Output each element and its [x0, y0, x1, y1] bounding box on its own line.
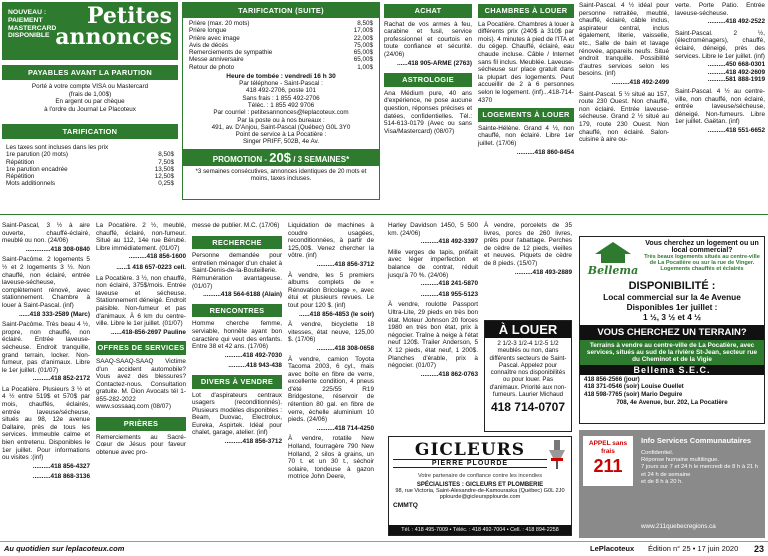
logement-phone: ..........418 860-8454 [516, 148, 574, 156]
payment-lines: Porté à votre compte VISA ou Mastercard (frais de 1,00$) En argent ou par chèque à l'ordre du Journal Le Placoteux [31, 83, 149, 113]
contact-line: Par la poste ou à nos bureaux : [237, 116, 325, 124]
ad-text: Saint-Pascal. 4 ½ au centre-ville, non chauffé, non éclairé, entrée laveuse/sécheuse, déneigé. Non-fumeurs. Libre 1er juillet. Gaëtan. (inf) [675, 87, 765, 126]
a-louer-title: À LOUER [485, 321, 571, 338]
contact-info [183, 80, 379, 146]
spacer [96, 457, 186, 460]
ad-phone: ..........418 492-7030 [224, 351, 282, 359]
page-number: 23 [753, 544, 764, 554]
tarif-price: 0,25$ [158, 180, 174, 188]
column-5 [388, 222, 478, 378]
gicleurs-title: GICLEURS [414, 440, 526, 460]
section-heading: OFFRES DE SERVICES [96, 341, 186, 355]
tarif-price: 8,50$ [158, 151, 174, 159]
tarif-label: Retour de photo [189, 63, 235, 71]
tarif-price: 7,50$ [158, 158, 174, 166]
achat-phone: ......418 905-ARME (2763) [397, 59, 472, 67]
bellema-sub: Très beaux logements situés au centre-ville de La Pocatière ou sur la rue de Vinger. Logements chauffés et éclairés [644, 254, 760, 272]
ad-text: À vendre, camion Toyota Tacoma 2003, 6 cyl., mais avec boîte en fibre de verre, excellente condition, 4 pneus d'été 225/55 R19 Bridgestone, réservoir de rétention 80 gal. en fibre de verre, échelle aluminium 10 pieds. (24/06) [288, 355, 374, 424]
gicleurs-phones: Tél. : 418 495-7009 • Téléc. : 418 492-7004 • Cell. : 418 894-2258 [389, 525, 571, 535]
tarif-row [6, 151, 174, 158]
ad-phone: ..........418 856-1600 [128, 253, 186, 261]
ad-text: La Pocatière. 2 ½, meublé, chauffé, éclairé, non-fumeur. Situé au 112, 14e rue Bérubé. Libre immédiatement. (01/07) [96, 222, 186, 252]
tarification-suite-title: TARIFICATION (SUITE) [183, 3, 379, 18]
tarif-label: Prière longue [189, 27, 227, 35]
appel-item: Confidentiel. [641, 450, 674, 456]
dispo-lines: Local commercial sur la 4e Avenue Disponibles 1er juillet : 1 ½, 3 ½ et 4 ½ [603, 292, 741, 322]
ad-phone: ..........418 492-2522 [707, 18, 765, 26]
logements-heading: LOGEMENTS À LOUER [478, 108, 574, 122]
ad-text: Saint-Pascal. 4 ½ idéal pour personne retraitée, meublé, chauffé, éclairé, câble inclus, aspirateur central, inclus également, literie, vaisselle, etc., Salle de bain et lavage rénovée, appareils neufs. Situé endroit tranquille. Possibilité d'autres services selon les besoins. (inf) [579, 2, 669, 78]
tarif-price: 1,00$ [357, 63, 373, 71]
bellema-phones: 418 856-2566 (jour) 418 371-0546 (soir) Louise Ouellet 418 598-7765 (soir) Mario Deguire [584, 376, 684, 398]
ad-phone: ..........418 492-3397 [420, 238, 478, 246]
tarification-table [2, 142, 178, 190]
a-louer-text: 2 1/2-3 1/2-4 1/2-5 1/2 meublés ou non, dans différents secteurs de Saint-Pascal. Appelez pour connaître nos disponibilités ou pour louer. Pas d'animaux. Priorité aux non-fumeurs. Laurier Michaud [489, 340, 567, 399]
logement-text: Sainte-Hélène. Grand 4 ½, non chauffé, non éclairé. Libre 1er juillet. (17/06) [478, 124, 574, 147]
a-louer-phone: 418 714-0707 [490, 400, 566, 415]
appel-item: et de 8 h à 20 h. [641, 478, 683, 485]
ad-phone: ..........418 308-0658 [316, 344, 374, 352]
section-heading: RENCONTRES [192, 304, 282, 318]
ad-text: À vendre, porcelets de 35 livres, porcs de 260 livres, prêts pour l'abattage. Perches de cèdre de 12 pieds, vieilles et neuves. Piquets de cèdre de 8 pieds. (15/07) [484, 222, 572, 267]
page-title: Petites annonces [55, 3, 172, 50]
tarif-row [6, 173, 174, 180]
footer-brand: LePlacoteux [590, 544, 635, 553]
footer-left[interactable]: Au quotidien sur leplacoteux.com [4, 544, 125, 553]
announce-text: NOUVEAU : PAIEMENT MASTERCARD DISPONIBLE [8, 9, 57, 40]
astrologie-heading: ASTROLOGIE [384, 73, 472, 87]
section-heading: PRIÈRES [96, 417, 186, 431]
appel-item: Réponse humaine multilingue. [641, 457, 719, 464]
spacer [484, 276, 572, 279]
tarif-price: 65,00$ [353, 49, 373, 57]
spacer [388, 378, 478, 381]
column-top-4 [384, 2, 472, 200]
ad-phone: ..........418 955-5123 [420, 290, 478, 298]
promotion-footnote: *3 semaines consécutives, annonces identiques de 20 mots et moins, taxes incluses. [195, 167, 367, 182]
ad-text: Saint-Pascal, 3 ½ à aire ouverte, chauffé-éclairé, meublé ou non. (24/06) [2, 222, 90, 245]
deadline: Heure de tombée : vendredi 16 h 30 [226, 73, 336, 81]
tarif-price: 75,00$ [353, 41, 373, 49]
ad-phone: ..........418 943-438 [228, 362, 282, 370]
spacer [96, 412, 186, 415]
tarification-suite-box [182, 2, 380, 200]
gicleurs-address: 98, rue Victoria, Saint-Alexandre-de-Kamouraska (Québec) G0L 2J0 [395, 488, 565, 494]
ad-phone: ......418 856-4853 (le soir) [299, 310, 374, 318]
ad-phone: ..........418 241-5870 [420, 280, 478, 288]
ad-phone: ..........418 492-2499 [611, 78, 669, 86]
ad-text: messe de publier. M.C. (17/06) [192, 222, 280, 229]
ad-text: À vendre, roulotte Passport Ultra-Lite, 29 pieds en très bon état. Moteur Johnson 20 forces 1980 en très bon état, prix à négocier. Traîne à neige à l'état neuf 120$. Trailer Anderson, 5 X 12 pieds, état neuf, 1 200$. Planches d'érable, prix à négocier. (01/07) [388, 301, 478, 370]
column-4 [288, 222, 374, 538]
terrain-text: Terrains à vendre au centre-ville de La Pocatière, avec services, situés au sud de la rivière St-Jean, secteur rue du Cheminot et de la Vigie [580, 340, 764, 365]
ad-text: Saint-Pascal. 5 ½ situé au 157, route 230 Ouest. Non chauffé, non éclairé. Entrée laveuse-sécheuse. Grand 2 ½ situé au 179, route 230 Ouest. Non chauffé, non éclairé. Salon-cuisine à aire ou- [579, 90, 669, 144]
chambres-heading: CHAMBRES À LOUER [478, 4, 574, 18]
ad-text: Remerciements au Sacré-Cœur de Jésus pour faveur obtenue avec pro- [96, 433, 186, 456]
contact-line: Sans frais : 1 855 492-2706 [242, 94, 320, 102]
ad-text: À vendre, bicyclette 18 vitesses, état neuve, 125,00 $. (17/06) [288, 321, 374, 344]
spacer [2, 481, 90, 484]
achat-heading: ACHAT [384, 4, 472, 18]
ad-phone: ..........418 493-2889 [514, 268, 572, 276]
section-heading: DIVERS À VENDRE [192, 375, 282, 389]
info-211-ad [579, 430, 765, 538]
tarif-price: 12,50$ [154, 173, 174, 181]
bellema-question: Vous cherchez un logement ou un local commercial? [645, 240, 759, 254]
ad-phone: ..........418 862-0763 [420, 370, 478, 378]
footer-edition: Édition n° 25 • 17 juin 2020 [648, 544, 739, 553]
tarif-label: Répétition [6, 158, 35, 166]
bellema-ad [579, 236, 765, 424]
ad-phone: ..........418 551-6652 [707, 126, 765, 134]
ad-text: À vendre, rotatile New Holland, fourragère 790 New Holland, 2 silos à grains, un 70 t. et un 30 t., séchoir solaire, tondeuse à gazon motrice John Deere, [288, 435, 374, 481]
house-icon [593, 240, 633, 264]
gicleurs-line1: SPÉCIALISTES : GICLEURS ET PLOMBERIE [416, 482, 544, 488]
tarif-label: Remerciements de sympathie [189, 49, 273, 57]
tarif-row [189, 42, 373, 49]
bellema-company: Bellema S.E.C. [580, 365, 764, 375]
bellema-address: 708, 4e Avenue, bur. 202, La Pocatière [616, 399, 728, 407]
ad-text: La Pocatière. 3 ½, non chauffé, non éclairé, 375$/mois. Entrée laveuse et sécheuse. Stationnement déneigé. Endroit paisible. Non-fumeur et pas d'animaux. À 6 km du centre-ville. Libre le 1er juillet. (01/07) [96, 274, 186, 328]
gicleurs-tagline: Votre partenaire de confiance contre les incendies [417, 473, 543, 479]
contact-line: Singer PRIFF, 502B, 4e Av. [242, 138, 320, 146]
tarif-label: Prière (max. 20 mots) [189, 20, 250, 27]
tarif-price: 8,50$ [357, 20, 373, 27]
dispo-title: DISPONIBILITÉ : [628, 280, 716, 292]
column-3 [192, 222, 282, 538]
tarif-label: Avis de décès [189, 41, 229, 49]
astrologie-text: Ana Médium pure, 40 ans d'expérience, ne pose aucune question, réponses précises et datées, confidentielles. Tél.: 514-613-0179 (Avec ou sans Visa/Mastercard) (08/07) [384, 89, 472, 135]
tarif-label: Messe anniversaire [189, 56, 244, 64]
tarification-suite-table [183, 18, 379, 71]
section-heading: RECHERCHE [192, 236, 282, 250]
spacer [192, 446, 282, 449]
column-6 [484, 222, 572, 302]
tarif-row [6, 159, 174, 166]
terrain-question: VOUS CHERCHEZ UN TERRAIN? [580, 325, 764, 340]
appel-org: Info Services Communautaires [641, 436, 752, 445]
contact-line: Par téléphone - Saint-Pascal : [239, 80, 323, 88]
ad-text: Lot d'aspirateurs centraux usagers (reconditionnés). Plusieurs modèles disponibles : Beam, Duovac, Electrolux, Eureka, Aspirtek. Idéal pour chalet, garage, atelier. (inf) [192, 391, 282, 437]
contact-line: 491, av. D'Anjou, Saint-Pascal (Québec) G0L 3Y0 [211, 123, 351, 131]
ad-text: Homme cherche femme, serviable, honnête ayant bon caractère qui veut des enfants. Entre 38 et 42 ans. (17/06) [192, 320, 282, 351]
ad-text: Liquidation de machines à coudre usagées, reconditionnées, à partir de 125,00$. Venez chercher la vôtre. (inf) [288, 222, 374, 260]
column-top-7 [675, 2, 765, 200]
tarif-row [189, 64, 373, 71]
tarif-label: Prière avec image [189, 34, 240, 42]
contact-line: Par courriel : petitesannonces@leplacoteux.com [213, 109, 349, 117]
a-louer-ad [484, 320, 572, 432]
tarif-label: 1re parution (20 mots) [6, 151, 68, 159]
tarif-row [189, 49, 373, 56]
appel-badge: APPEL sans frais 211 [583, 436, 633, 486]
spacer [288, 482, 374, 485]
cmmtq-logo: CMMTQ [393, 502, 418, 509]
spacer [192, 231, 282, 234]
ad-phone: ......418-856-2697 Pauline [111, 328, 186, 336]
tarif-label: 1re parution encadrée [6, 165, 68, 173]
ad-phone: ..........418 564-6188 (Alain) [203, 291, 282, 299]
column-top-5 [478, 2, 574, 200]
tarif-row [6, 166, 174, 173]
tarif-row [189, 35, 373, 42]
ad-text: Personne demandée pour entretien ménager d'un chalet à Saint-Denis-de-la-Bouteillerie. Rémunération avantageuse. (01/07) [192, 252, 282, 290]
tarif-label: Répétition [6, 173, 35, 181]
chambres-text: La Pocatière. Chambres à louer à différents prix (240$ à 310$ par mois). 4 minutes à pied de l'ITA et du cégep. Chauffé, éclairé, eau chaude incluse. Câble / Internet sans fil inclus. Meublée. Laveuse-sécheuse sur place gratuit dans la plupart des logements. Peut accueillir de 2 à 6 personnes selon le logement. (inf)...418-714-4370 [478, 20, 574, 104]
spacer [192, 299, 282, 302]
gicleurs-email: pplourde@gicleurspplourde.com [439, 494, 521, 500]
gicleurs-ad [388, 436, 572, 536]
appel-item: 7 jours sur 7 et 24 h le mercredi de 8 h à 21 h et 24 h de semaine [641, 464, 758, 478]
contact-line: 418 492-2706, poste 101 [245, 87, 317, 95]
ad-text: La Pocatière. Plusieurs 3 ½ et 4 ½ entre 519$ et 570$ par mois, chauffés, éclairés, entrée laveuse/sécheuse, situés au 98, 12e avenue Dallaire, près de tous les services. Immeuble calme et bien entretenu. Disponibles le 1er juillet. Pour informations ou visites :(inf) [2, 385, 90, 462]
tarif-price: 17,00$ [353, 27, 373, 35]
ad-phone: ..........450 668-0301 [707, 61, 765, 69]
ad-text: SAAQ-SAAQ-SAAQ Victime d'un accident automobile? Vous avez des blessures? Contactez-nous. Consultation gratuite. M. Dion Avocats tél 1-855-282-2022 www.sossaaq.com (08/07) [96, 357, 186, 411]
payment-box [2, 63, 178, 125]
tarification-box [2, 122, 178, 200]
ad-phone: ..........418 868-3136 [32, 473, 90, 481]
header-box [2, 2, 178, 60]
promotion-banner: PROMOTION - 20$ / 3 SEMAINES* [183, 149, 379, 166]
contact-line: Téléc. : 1 855 492 9706 [247, 101, 315, 109]
gicleurs-subtitle: PIERRE PLOURDE [393, 459, 547, 468]
tarif-row [189, 20, 373, 27]
tarif-label: Les taxes sont incluses dans les prix [6, 144, 109, 151]
tarif-row [6, 144, 174, 151]
tarif-price: 13,50$ [154, 165, 174, 173]
appel-items [641, 450, 761, 486]
column-top-6 [579, 2, 669, 200]
ad-text: Saint-Pacôme. Très beau 4 ½, propre, non chauffé, non éclairé. Entrée laveuse-sécheuse. Endroit tranquille, grand terrain, locker. Non-fumeur, pas d'animaux. Libre le 1er juillet. (01/07) [2, 321, 90, 374]
bellema-logo: Bellema [587, 264, 639, 277]
ad-phone: ......1 418 657-0223 cell. [116, 263, 186, 271]
column-1 [2, 222, 90, 538]
ad-text: Mille verges de tapis, préfaiit avec léger imperfection et balance de contrat, réduit jusqu'à 70 %. (24/06) [388, 248, 478, 279]
ad-phone: ..........581 888-1919 [707, 76, 765, 84]
ad-text: À vendre, les 5 premiers albums complets de « Rénovation Bricolage », avec étui et plusieurs revues. Le tout pour 120 $. (inf) [288, 271, 374, 309]
ad-phone: ......418 333-2589 (Marc) [18, 310, 90, 318]
sprinkler-icon [547, 440, 567, 470]
tarif-price: 22,00$ [353, 34, 373, 42]
spacer [192, 370, 282, 373]
ad-phone: ..........418 714-4250 [316, 424, 374, 432]
footer [0, 541, 768, 556]
appel-website[interactable]: www.211quebecregions.ca [641, 523, 716, 530]
tarif-row [6, 180, 174, 187]
ad-text: Saint-Pacôme. 2 logements 5 ½ et 2 logements 3 ½. Non chauffé, non éclairé, entrée laveuse-sécheuse, complètement rénové, avec stationnement. Chambre à louer à Saint-Pascal. (inf) [2, 256, 90, 309]
tarif-row [189, 27, 373, 34]
payment-title: PAYABLES AVANT LA PARUTION [2, 65, 178, 80]
spacer [96, 336, 186, 339]
tarif-label: Mots additionnels [6, 180, 56, 188]
column-2 [96, 222, 186, 538]
ad-phone: ..........418 856-3712 [316, 260, 374, 268]
tarif-row [189, 56, 373, 63]
section-divider [0, 214, 768, 215]
achat-text: Rachat de vos armes à feu, carabine et fusil, service professionnel et courtois en toute confiance et sécurité. (24/06) [384, 20, 472, 58]
contact-line: Point de service à La Pocatière : [235, 131, 327, 139]
ad-text: Harley Davidson 1450, 5 500 km. (24/06) [388, 222, 478, 237]
ad-text: Saint-Pascal. 2 ½, (électroménagers), chauffé, éclairé, déneigé, près des services. Libre le 1er juillet. (inf) [675, 29, 765, 60]
ad-text: verte. Porte Patio. Entrée laveuse-sécheuse. [675, 2, 765, 17]
ad-phone: ..............418 308-0840 [25, 245, 90, 253]
ad-phone: ..........418 856-4327 [32, 462, 90, 470]
ad-phone: ..........418 856-3712 [224, 438, 282, 446]
ad-phone: ..........418 492-2609 [707, 68, 765, 76]
tarification-title: TARIFICATION [2, 124, 178, 139]
ad-phone: ..........418 852-2172 [32, 375, 90, 383]
tarif-price: 65,00$ [353, 56, 373, 64]
